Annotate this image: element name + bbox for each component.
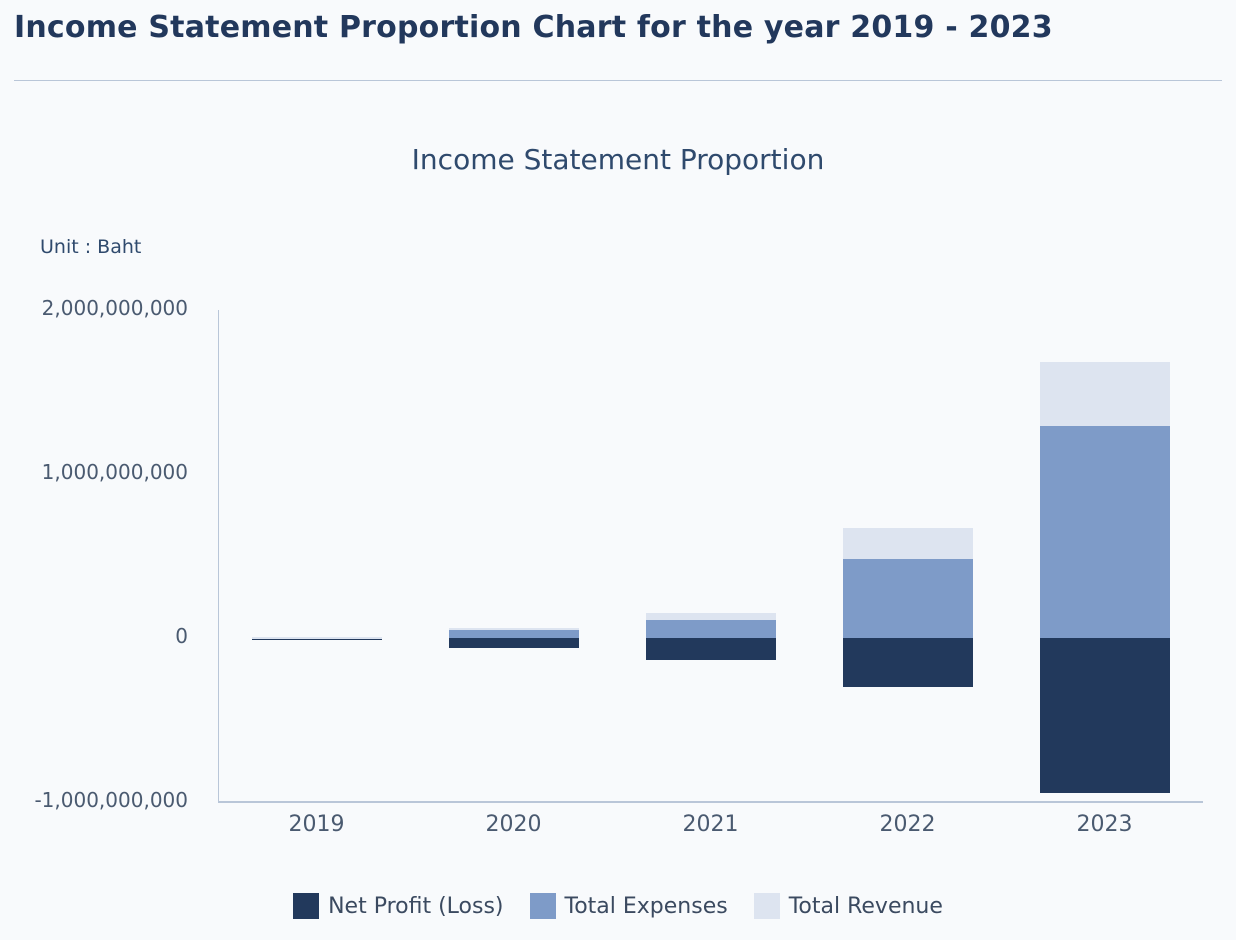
y-tick-label: -1,000,000,000	[34, 788, 188, 812]
x-tick-label: 2020	[485, 812, 542, 837]
x-tick-label: 2023	[1076, 812, 1133, 837]
bar-segment	[843, 559, 973, 638]
bar-segment	[646, 613, 776, 620]
y-tick-label: 0	[175, 624, 188, 648]
chart-unit-label: Unit : Baht	[40, 236, 142, 258]
chart-title: Income Statement Proportion	[411, 143, 825, 176]
x-tick-label: 2019	[288, 812, 345, 837]
bar-segment	[843, 528, 973, 559]
legend-swatch-icon	[530, 893, 556, 919]
plot-area	[218, 310, 1203, 802]
bar-segment	[1040, 426, 1170, 638]
legend-item[interactable]	[293, 893, 503, 919]
x-tick-label: 2022	[879, 812, 936, 837]
bar-segment	[646, 620, 776, 638]
legend-label: Total Revenue	[788, 893, 943, 919]
bar-segment	[449, 638, 579, 648]
y-tick-label: 2,000,000,000	[41, 296, 188, 320]
legend-swatch-icon	[754, 893, 780, 919]
legend-label: Total Expenses	[564, 893, 728, 919]
chart-legend	[0, 893, 1236, 919]
bar-segment	[1040, 638, 1170, 793]
title-divider	[14, 80, 1222, 81]
legend-label: Net Profit (Loss)	[328, 893, 504, 919]
bar-segment	[449, 629, 579, 638]
page-title: Income Statement Proportion Chart for the year 2019 - 2023	[14, 10, 1053, 45]
legend-item[interactable]	[754, 893, 943, 919]
legend-swatch-icon	[293, 893, 319, 919]
legend-item[interactable]	[530, 893, 728, 919]
bar-segment	[1040, 362, 1170, 425]
bar-segment	[843, 638, 973, 687]
y-tick-label: 1,000,000,000	[41, 460, 188, 484]
bar-segment	[646, 638, 776, 660]
bar-segment	[449, 628, 579, 630]
x-tick-label: 2021	[682, 812, 739, 837]
bar-segment	[252, 637, 382, 639]
